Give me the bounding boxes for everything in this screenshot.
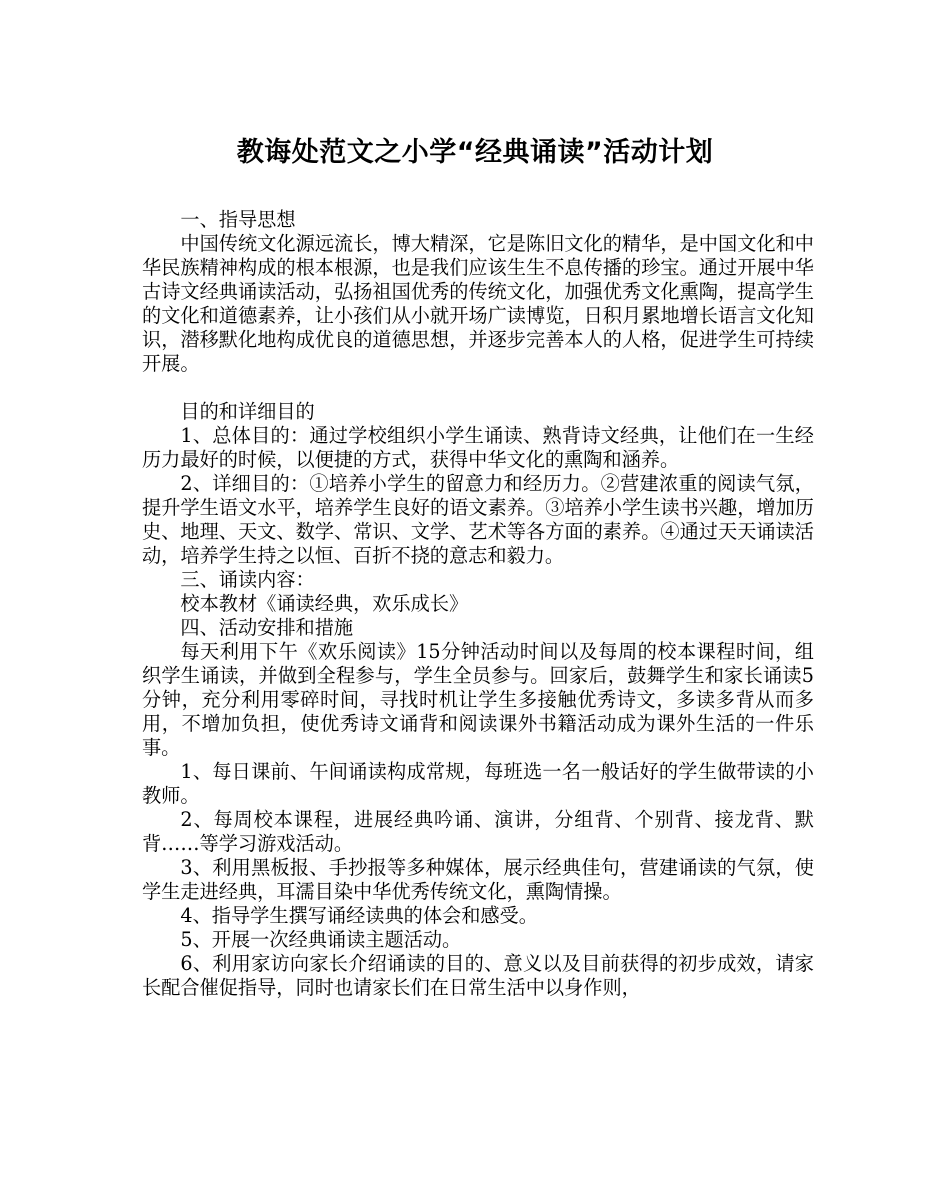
- section-heading-arrangements: 四、活动安排和措施: [180, 616, 354, 639]
- section-heading-guiding-ideology: 一、指导思想: [180, 208, 296, 231]
- list-item: 2、每周校本课程，进展经典吟诵、演讲，分组背、个别背、接龙背、默背……等学习游戏活动。: [142, 808, 814, 855]
- paragraph-guiding-ideology: 中国传统文化源远流长，博大精深，它是陈旧文化的精华，是中国文化和中华民族精神构成的根本根源，也是我们应该生生不息传播的珍宝。通过开展中华古诗文经典诵读活动，弘扬祖国优秀的传统文化，加强优秀文化熏陶，提高学生的文化和道德素养，让小孩们从小就开场广读博览，日积月累地增长语言文化知识，潜移默化地构成优良的道德思想，并逐步完善本人的人格，促进学生可持续开展。: [142, 232, 814, 375]
- paragraph-textbook: 校本教材《诵读经典，欢乐成长》: [180, 592, 469, 615]
- list-item: 3、利用黑板报、手抄报等多种媒体，展示经典佳句，营建诵读的气氛，使学生走进经典，耳濡目染中华优秀传统文化，熏陶情操。: [142, 856, 814, 903]
- list-item: 4、指导学生撰写诵经读典的体会和感受。: [180, 904, 538, 927]
- list-item: 1、每日课前、午间诵读构成常规，每班选一名一般话好的学生做带读的小教师。: [142, 760, 814, 807]
- paragraph-daily-reading: 每天利用下午《欢乐阅读》15分钟活动时间以及每周的校本课程时间，组织学生诵读，并做到全程参与，学生全员参与。回家后，鼓舞学生和家长诵读5分钟，充分利用零碎时间，寻找时机让学生多接触优秀诗文，多读多背从而多用，不增加负担，使优秀诗文诵背和阅读课外书籍活动成为课外生活的一件乐事。: [142, 640, 814, 759]
- document-body: [142, 208, 814, 1000]
- list-item: 5、开展一次经典诵读主题活动。: [180, 928, 462, 951]
- paragraph-detailed-goals: 2、详细目的：①培养小学生的留意力和经历力。②营建浓重的阅读气氛，提升学生语文水平，培养学生良好的语文素养。③培养小学生读书兴趣，增加历史、地理、天文、数学、常识、文学、艺术等各方面的素养。④通过天天诵读活动，培养学生持之以恒、百折不挠的意志和毅力。: [142, 472, 814, 567]
- section-heading-goals: 目的和详细目的: [180, 400, 315, 423]
- document-title: 教诲处范文之小学“经典诵读”活动计划: [236, 137, 714, 168]
- list-item: 6、利用家访向家长介绍诵读的目的、意义以及目前获得的初步成效，请家长配合催促指导，同时也请家长们在日常生活中以身作则，: [142, 952, 814, 999]
- paragraph-overall-goal: 1、总体目的：通过学校组织小学生诵读、熟背诗文经典，让他们在一生经历力最好的时候，以便捷的方式，获得中华文化的熏陶和涵养。: [142, 424, 814, 471]
- section-heading-content: 三、诵读内容：: [180, 568, 315, 591]
